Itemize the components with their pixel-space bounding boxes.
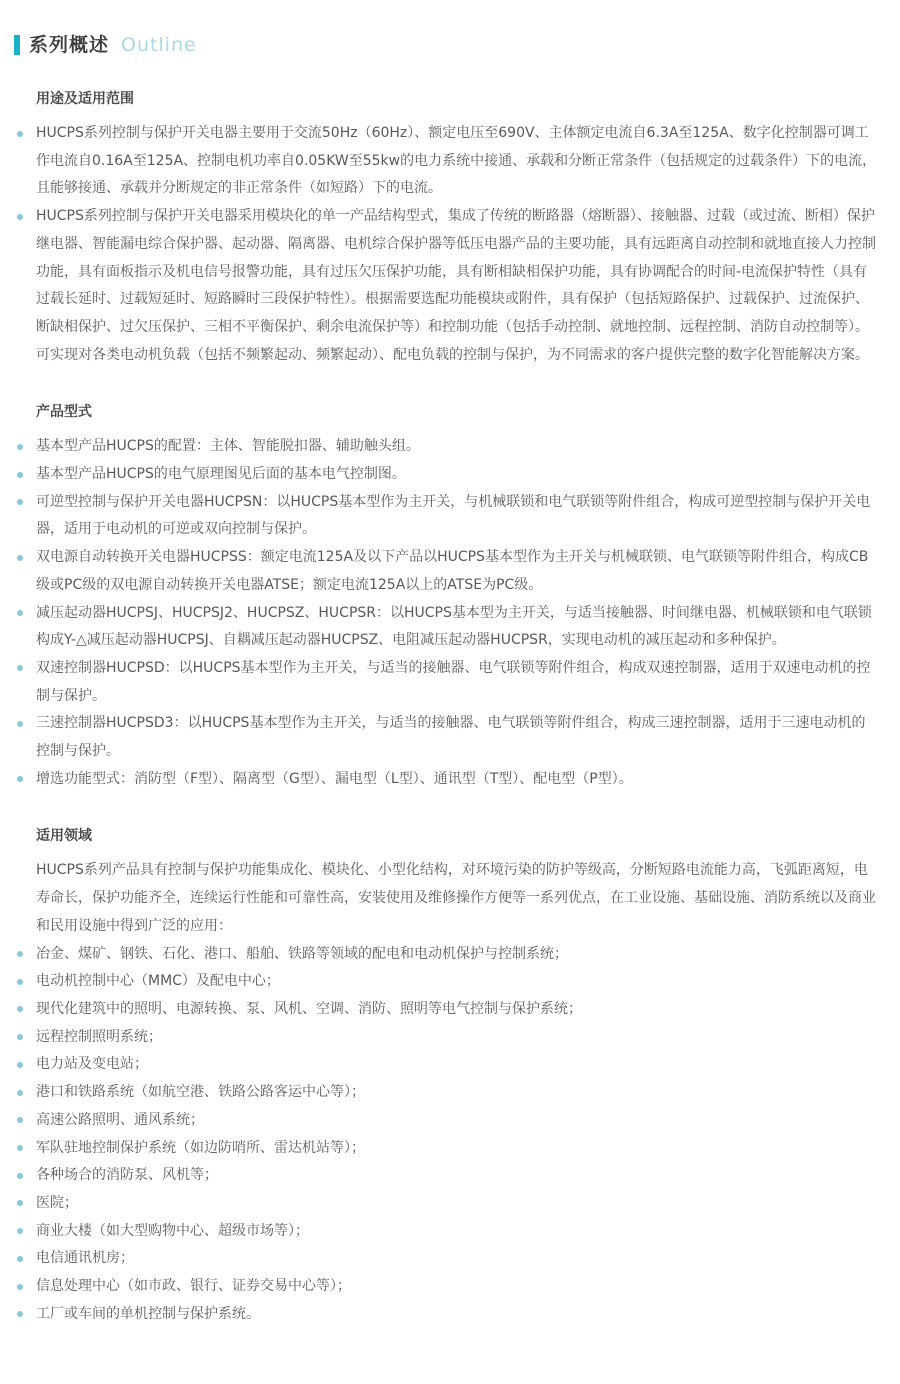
bullet-text: 军队驻地控制保护系统（如边防哨所、雷达机站等）； [36,1139,365,1156]
bullet-dot-icon [17,1006,23,1012]
list-item [36,120,878,203]
page-title-zh: 系列概述 [29,34,110,56]
list-item [36,941,878,969]
list-item [36,489,878,544]
bullet-text: 减压起动器HUCPSJ、HUCPSJ2、HUCPSZ、HUCPSR：以HUCPS基本型为主开关，与适当接触器、时间继电器、机械联锁和电气联锁构成Y-△减压起动器HUCPSJ、自耦减压起动器HUCPSZ、电阻减压起动器HUCPSR，实现电动机的减压起动和多种保护。 [36,604,872,649]
bullet-dot-icon [17,555,23,561]
list-item [36,1079,878,1107]
bullet-dot-icon [17,1284,23,1290]
bullet-dot-icon [17,951,23,957]
bullet-dot-icon [17,721,23,727]
bullet-text: 现代化建筑中的照明、电源转换、泵、风机、空调、消防、照明等电气控制与保护系统； [36,1000,582,1017]
bullet-text: 高速公路照明、通风系统； [36,1111,204,1128]
list-item [36,544,878,599]
applications-intro: HUCPS系列产品具有控制与保护功能集成化、模块化、小型化结构，对环境污染的防护等级高，分断短路电流能力高，飞弧距离短，电寿命长，保护功能齐全，连续运行性能和可靠性高，安装使用及维修操作方便等一系列优点，在工业设施、基础设施、消防系统以及商业和民用设施中得到广泛的应用： [36,862,876,934]
bullet-dot-icon [17,665,23,671]
usage-bullet-list [36,120,878,369]
list-item [36,1190,878,1218]
list-item [36,968,878,996]
page-content [36,89,878,1328]
section-usage-scope [36,89,878,369]
list-item [36,433,878,461]
bullet-dot-icon [17,610,23,616]
bullet-text: HUCPS系列控制与保护开关电器采用模块化的单一产品结构型式，集成了传统的断路器（熔断器）、接触器、过载（或过流、断相）保护继电器、智能漏电综合保护器、起动器、隔离器、电机综合保护器等低压电器产品的主要功能，具有远距离自动控制和就地直接人力控制功能，具有面板指示及机电信号报警功能，具有过压欠压保护功能，具有断相缺相保护功能，具有协调配合的时间-电流保护特性（具有过载长延时、过载短延时、短路瞬时三段保护特性）。根据需要选配功能模块或附件，具有保护（包括短路保护、过载保护、过流保护、断缺相保护、过欠压保护、三相不平衡保护、剩余电流保护等）和控制功能（包括手动控制、就地控制、远程控制、消防自动控制等）。可实现对各类电动机负载（包括不频繁起动、频繁起动）、配电负载的控制与保护，为不同需求的客户提供完整的数字化智能解决方案。 [36,208,876,363]
list-item [36,1135,878,1163]
section-application-fields [36,826,878,1328]
list-item [36,1051,878,1079]
list-item [36,1245,878,1273]
accent-bar-icon [14,35,20,55]
bullet-dot-icon [17,1173,23,1179]
bullet-dot-icon [17,444,23,450]
bullet-dot-icon [17,979,23,985]
bullet-text: HUCPS系列控制与保护开关电器主要用于交流50Hz（60Hz）、额定电压至690V、主体额定电流自6.3A至125A、数字化控制器可调工作电流自0.16A至125A、控制电机功率自0.05KW至55kw的电力系统中接通、承载和分断正常条件（包括规定的过载条件）下的电流，且能够接通、承载并分断规定的非正常条件（如短路）下的电流。 [36,125,877,197]
bullet-dot-icon [17,499,23,505]
list-item [36,1218,878,1246]
section-heading-product-types: 产品型式 [36,404,92,421]
list-item [36,766,878,794]
bullet-text: 基本型产品HUCPS的电气原理图见后面的基本电气控制图。 [36,466,406,483]
bullet-text: 远程控制照明系统； [36,1028,162,1045]
bullet-text: 电信通讯机房； [36,1250,134,1267]
bullet-dot-icon [17,1200,23,1206]
bullet-dot-icon [17,472,23,478]
list-item [36,1162,878,1190]
bullet-dot-icon [17,1256,23,1262]
bullet-text: 电力站及变电站； [36,1056,148,1073]
list-item [36,710,878,765]
bullet-text: 工厂或车间的单机控制与保护系统。 [36,1305,260,1322]
bullet-dot-icon [17,1145,23,1151]
section-heading-usage: 用途及适用范围 [36,91,134,107]
bullet-dot-icon [17,1034,23,1040]
bullet-text: 港口和铁路系统（如航空港、铁路公路客运中心等）； [36,1084,365,1101]
bullet-dot-icon [17,131,23,137]
list-item [36,203,878,369]
bullet-dot-icon [17,1062,23,1068]
list-item [36,996,878,1024]
bullet-text: 双速控制器HUCPSD：以HUCPS基本型作为主开关，与适当的接触器、电气联锁等附件组合，构成双速控制器，适用于双速电动机的控制与保护。 [36,659,871,704]
bullet-text: 三速控制器HUCPSD3：以HUCPS基本型作为主开关，与适当的接触器、电气联锁等附件组合，构成三速控制器，适用于三速电动机的控制与保护。 [36,715,866,760]
bullet-dot-icon [17,1228,23,1234]
bullet-dot-icon [17,1090,23,1096]
list-item [36,461,878,489]
bullet-text: 信息处理中心（如市政、银行、证券交易中心等）； [36,1278,351,1295]
bullet-dot-icon [17,1117,23,1123]
bullet-text: 商业大楼（如大型购物中心、超级市场等）； [36,1222,309,1239]
bullet-text: 医院； [36,1194,78,1211]
bullet-text: 可逆型控制与保护开关电器HUCPSN：以HUCPS基本型作为主开关，与机械联锁和电气联锁等附件组合，构成可逆型控制与保护开关电器，适用于电动机的可逆或双向控制与保护。 [36,493,871,538]
section-product-types [36,402,878,793]
bullet-dot-icon [17,1311,23,1317]
bullet-text: 基本型产品HUCPS的配置：主体、智能脱扣器、辅助触头组。 [36,438,420,455]
section-heading-applications: 适用领域 [36,828,92,845]
list-item [36,1273,878,1301]
list-item [36,1024,878,1052]
product-types-bullet-list [36,433,878,793]
page-header [14,34,900,56]
bullet-dot-icon [17,214,23,220]
bullet-text: 冶金、煤矿、钢铁、石化、港口、船舶、铁路等领域的配电和电动机保护与控制系统； [36,945,568,962]
list-item [36,1107,878,1135]
applications-bullet-list [36,941,878,1329]
bullet-text: 电动机控制中心（MMC）及配电中心； [36,973,280,990]
page-title-en: Outline [121,34,197,56]
bullet-dot-icon [17,776,23,782]
bullet-text: 双电源自动转换开关电器HUCPSS：额定电流125A及以下产品以HUCPS基本型作为主开关与机械联锁、电气联锁等附件组合，构成CB级或PC级的双电源自动转换开关电器ATSE；额定电流125A以上的ATSE为PC级。 [36,549,869,593]
list-item [36,1301,878,1329]
bullet-text: 各种场合的消防泵、风机等； [36,1167,218,1184]
bullet-text: 增选功能型式：消防型（F型）、隔离型（G型）、漏电型（L型）、通讯型（T型）、配电型（P型）。 [36,770,633,787]
list-item [36,600,878,655]
list-item [36,655,878,710]
